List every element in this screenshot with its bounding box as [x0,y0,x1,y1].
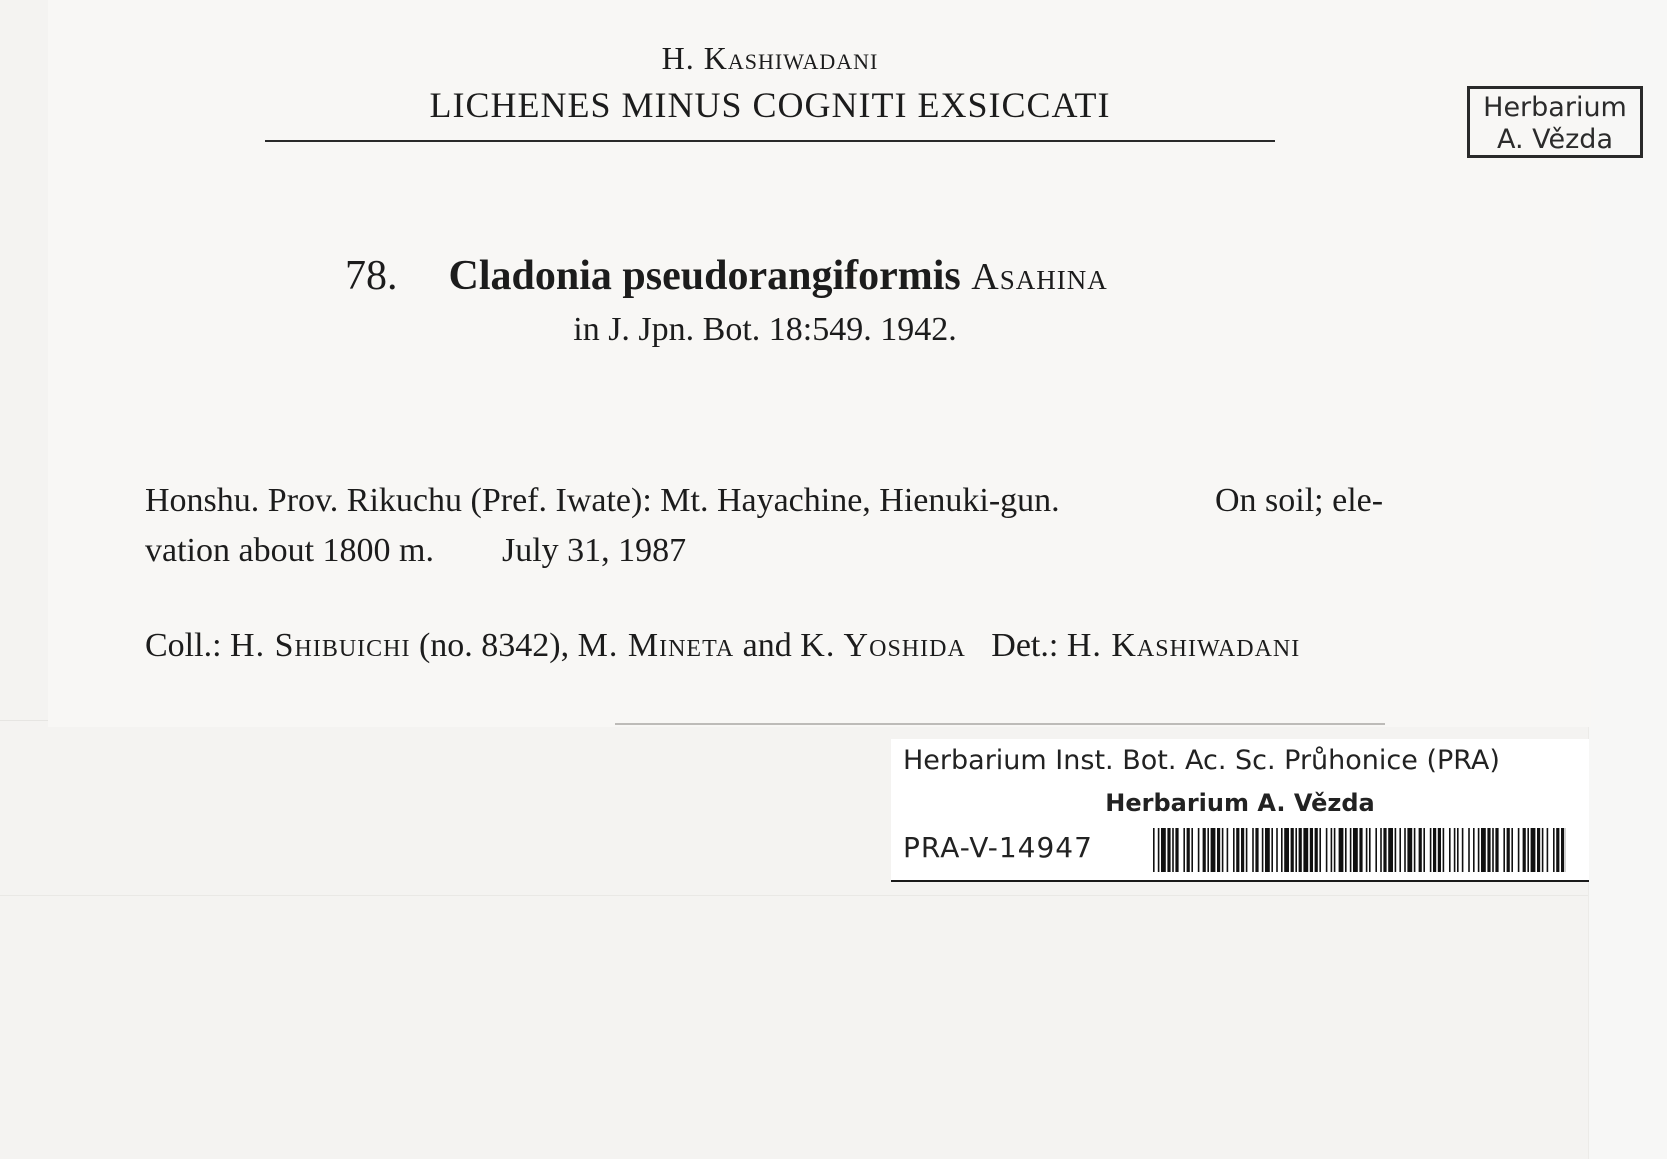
collector-3: K. Yoshida [800,627,966,664]
herbarium-name: Herbarium A. Vězda [1105,789,1375,817]
label-bottom-rule [615,723,1385,725]
fold-line [0,895,1667,896]
sheet-edge [1588,0,1667,1159]
series-title: LICHENES MINUS COGNITI EXSICCATI [429,85,1111,125]
herbarium-stamp [1467,86,1643,158]
habitat: On soil; ele- [1215,482,1384,519]
exsiccata-number: 78. [345,253,398,299]
institution-name: Herbarium Inst. Bot. Ac. Sc. Průhonice (PRA) [903,745,1500,776]
stamp-line1: Herbarium [1483,92,1627,123]
header-rule [265,140,1275,142]
locality-block [145,476,1390,576]
collection-date: July 31, 1987 [501,532,687,569]
and-text: and [742,627,792,664]
taxon-line [345,252,1108,300]
specimen-code: PRA-V-14947 [903,831,1093,864]
collector-1: H. Shibuichi [230,627,411,664]
det-label: Det.: [991,627,1059,664]
taxon-name: Cladonia pseudorangiformis [448,253,961,299]
locality-line1: Honshu. Prov. Rikuchu (Pref. Iwate): Mt. Hayachine, Hienuki-gun. [145,482,1060,519]
taxon-authority: Asahina [971,256,1108,298]
stamp-line2: A. Vězda [1496,124,1613,155]
collection-number: (no. 8342), [418,627,570,664]
coll-label: Coll.: [145,627,222,664]
publication: in J. Jpn. Bot. 18:549. 1942. [573,311,957,348]
elevation: vation about 1800 m. [145,532,434,569]
barcode-icon [1153,828,1566,872]
determiner: H. Kashiwadani [1066,627,1301,664]
collectors-line [145,627,1300,665]
collector-2: M. Mineta [577,627,735,664]
pra-barcode-label [891,739,1589,882]
locality-line2 [145,526,1390,576]
series-author: H. Kashiwadani [661,40,879,76]
